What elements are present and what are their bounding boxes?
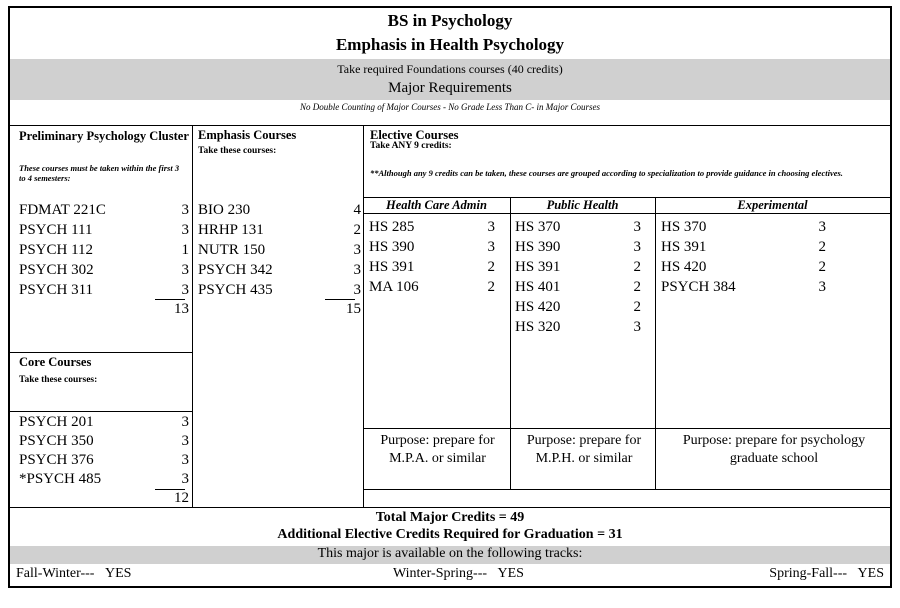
course-name: PSYCH 342	[198, 262, 273, 278]
group-title-experimental: Experimental	[737, 198, 808, 212]
course-name: *PSYCH 485	[19, 471, 102, 487]
group-title-health-care-admin: Health Care Admin	[386, 198, 487, 212]
course-name: HS 420	[661, 259, 707, 275]
course-credits: 3	[353, 282, 361, 298]
emphasis-heading: Emphasis Courses	[198, 128, 297, 142]
track-label: Spring-Fall---	[769, 566, 848, 581]
course-name: PSYCH 111	[19, 222, 93, 238]
track-value: YES	[104, 566, 132, 581]
divider	[192, 125, 193, 507]
course-credits: 3	[633, 319, 641, 335]
course-credits: 3	[353, 262, 361, 278]
elective-heading: Elective Courses	[370, 128, 459, 142]
prelim-note: These courses must be taken within the first 3 to 4 semesters:	[19, 163, 180, 183]
course-credits: 3	[181, 202, 189, 218]
divider	[363, 428, 890, 429]
divider	[510, 197, 511, 489]
course-name: HS 391	[515, 259, 561, 275]
course-credits: 3	[181, 433, 189, 449]
core-note: Take these courses:	[19, 375, 98, 385]
course-name: HS 401	[515, 279, 561, 295]
foundations-text: Take required Foundations courses (40 credits)	[337, 62, 563, 76]
course-name: NUTR 150	[198, 242, 266, 258]
prelim-heading: Preliminary Psychology Cluster	[19, 129, 189, 143]
course-credits: 3	[181, 222, 189, 238]
course-name: HRHP 131	[198, 222, 264, 238]
total-major-credits: Total Major Credits = 49	[375, 510, 525, 525]
course-name: HS 320	[515, 319, 561, 335]
course-credits: 3	[181, 414, 189, 430]
emphasis-total: 15	[346, 301, 361, 317]
course-credits: 3	[818, 279, 826, 295]
course-credits: 2	[487, 279, 495, 295]
track-winter-spring	[393, 566, 524, 582]
divider	[10, 352, 192, 353]
course-credits: 2	[633, 279, 641, 295]
course-name: PSYCH 311	[19, 282, 94, 298]
track-label: Winter-Spring---	[393, 566, 488, 581]
course-credits: 3	[181, 471, 189, 487]
course-credits: 3	[818, 219, 826, 235]
course-name: MA 106	[369, 279, 419, 295]
core-heading: Core Courses	[19, 355, 92, 369]
additional-elective-credits: Additional Elective Credits Required for Graduation = 31	[277, 527, 623, 542]
course-name: PSYCH 384	[661, 279, 736, 295]
course-credits: 3	[181, 282, 189, 298]
course-credits: 2	[487, 259, 495, 275]
elective-note: Take ANY 9 credits:	[370, 141, 452, 151]
course-name: FDMAT 221C	[19, 202, 106, 218]
course-credits: 3	[633, 219, 641, 235]
divider	[363, 213, 890, 214]
track-value: YES	[857, 566, 884, 581]
course-name: PSYCH 201	[19, 414, 94, 430]
group-title-public-health: Public Health	[546, 198, 619, 212]
divider	[655, 197, 656, 489]
track-label: Fall-Winter---	[16, 566, 95, 581]
program-sheet	[8, 6, 892, 588]
course-credits: 2	[353, 222, 361, 238]
course-name: PSYCH 302	[19, 262, 94, 278]
course-credits: 3	[181, 262, 189, 278]
divider	[363, 489, 890, 490]
course-credits: 2	[818, 259, 826, 275]
divider	[10, 507, 890, 508]
course-credits: 4	[353, 202, 361, 218]
track-value: YES	[497, 566, 524, 581]
course-name: HS 285	[369, 219, 415, 235]
major-requirements-heading: Major Requirements	[388, 80, 512, 96]
course-name: HS 391	[661, 239, 707, 255]
divider	[363, 125, 364, 507]
emphasis-note: Take these courses:	[198, 146, 277, 156]
course-credits: 2	[633, 299, 641, 315]
core-total: 12	[174, 490, 189, 506]
course-name: PSYCH 435	[198, 282, 273, 298]
purpose-health-care-admin: Purpose: prepare for M.P.A. or similar	[380, 433, 495, 466]
tracks-intro: This major is available on the following tracks:	[317, 546, 583, 561]
prelim-total: 13	[174, 301, 189, 317]
course-name: HS 370	[515, 219, 561, 235]
course-name: PSYCH 350	[19, 433, 94, 449]
course-credits: 2	[633, 259, 641, 275]
major-note: No Double Counting of Major Courses - No Grade Less Than C- in Major Courses	[299, 102, 601, 112]
course-name: HS 391	[369, 259, 415, 275]
course-name: BIO 230	[198, 202, 251, 218]
elective-guidance: **Although any 9 credits can be taken, these courses are grouped according to specialization to provide guidance in choosing electives.	[370, 168, 843, 178]
purpose-experimental: Purpose: prepare for psychology graduate school	[682, 433, 866, 466]
course-credits: 2	[818, 239, 826, 255]
course-name: PSYCH 112	[19, 242, 94, 258]
course-name: HS 370	[661, 219, 707, 235]
course-credits: 3	[633, 239, 641, 255]
page-title: BS in Psychology	[387, 11, 513, 30]
divider	[10, 125, 890, 126]
course-credits: 3	[353, 242, 361, 258]
course-credits: 3	[181, 452, 189, 468]
course-credits: 3	[487, 239, 495, 255]
course-credits: 1	[181, 242, 189, 258]
track-spring-fall	[769, 566, 884, 582]
course-credits: 3	[487, 219, 495, 235]
track-fall-winter	[16, 566, 131, 582]
course-name: HS 390	[369, 239, 415, 255]
course-name: HS 390	[515, 239, 561, 255]
page-subtitle: Emphasis in Health Psychology	[335, 35, 565, 54]
course-name: PSYCH 376	[19, 452, 94, 468]
course-name: HS 420	[515, 299, 561, 315]
purpose-public-health: Purpose: prepare for M.P.H. or similar	[526, 433, 642, 466]
